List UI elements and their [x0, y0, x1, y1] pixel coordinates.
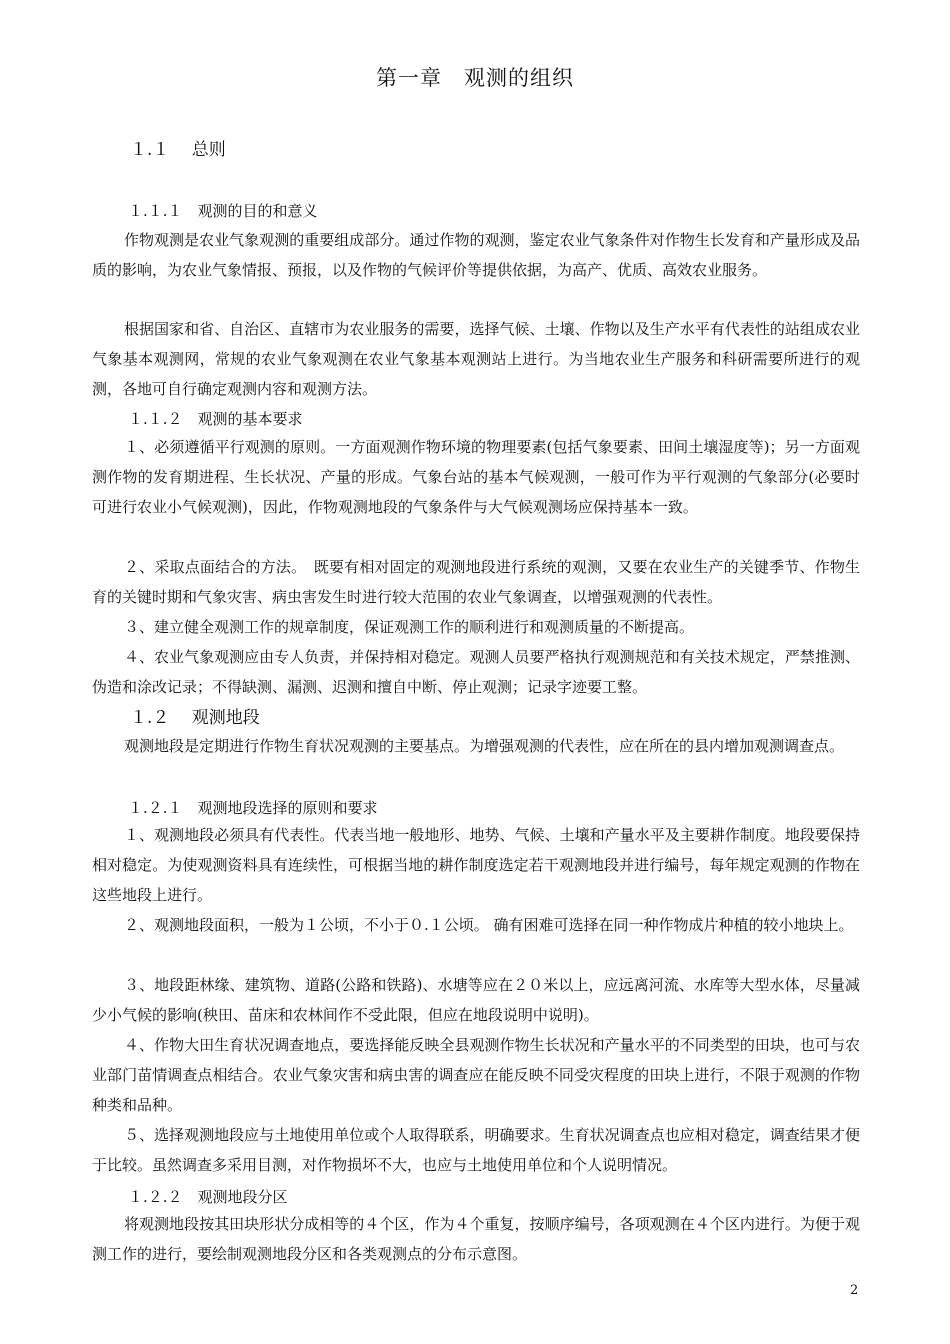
section-heading-1-1: １.１ 总则: [130, 140, 226, 160]
paragraph: ３、建立健全观测工作的规章制度，保证观测工作的顺利进行和观测质量的不断提高。: [124, 618, 695, 636]
paragraph: 将观测地段按其田块形状分成相等的４个区，作为４个重复，按顺序编号，各项观测在４个区内进行。为便于观测工作的进行，要绘制观测地段分区和各类观测点的分布示意图。: [92, 1215, 860, 1263]
paragraph: ４、农业气象观测应由专人负责，并保持相对稳定。观测人员要严格执行观测规范和有关技术规定，严禁推测、伪造和涂改记录；不得缺测、漏测、迟测和擅自中断、停止观测；记录字迹要工整。: [92, 648, 860, 696]
paragraph: ４、作物大田生育状况调查地点，要选择能反映全县观测作物生长状况和产量水平的不同类型的田块，也可与农业部门苗情调查点相结合。农业气象灾害和病虫害的调查应在能反映不同受灾程度的田块上进行，不限于观测的作物种类和品种。: [92, 1036, 860, 1114]
paragraph: ２、采取点面结合的方法。 既要有相对固定的观测地段进行系统的观测，又要在农业生产的关键季节、作物生育的关键时期和气象灾害、病虫害发生时进行较大范围的农业气象调查，以增强观测的代表性。: [92, 558, 860, 606]
paragraph: 作物观测是农业气象观测的重要组成部分。通过作物的观测，鉴定农业气象条件对作物生长发育和产量形成及品质的影响，为农业气象情报、预报，以及作物的气候评价等提供依据，为高产、优质、高效农业服务。: [92, 231, 860, 279]
paragraph: １、观测地段必须具有代表性。代表当地一般地形、地势、气候、土壤和产量水平及主要耕作制度。地段要保持相对稳定。为使观测资料具有连续性，可根据当地的耕作制度选定若干观测地段并进行编号，每年规定观测的作物在这些地段上进行。: [92, 826, 860, 904]
subsection-heading-1-2-2: １.２.２ 观测地段分区: [128, 1188, 288, 1206]
paragraph: ２、观测地段面积，一般为１公顷，不小于０.１公顷。 确有困难可选择在同一种作物成片种植的较小地块上。: [124, 916, 854, 934]
paragraph: 根据国家和省、自治区、直辖市为农业服务的需要，选择气候、土壤、作物以及生产水平有代表性的站组成农业气象基本观测网，常规的农业气象观测在农业气象基本观测站上进行。为当地农业生产服务和科研需要所进行的观测，各地可自行确定观测内容和观测方法。: [92, 320, 860, 398]
paragraph: ５、选择观测地段应与土地使用单位或个人取得联系，明确要求。生育状况调查点也应相对稳定，调查结果才便于比较。虽然调查多采用目测，对作物损坏不大，也应与土地使用单位和个人说明情况。: [92, 1126, 860, 1174]
subsection-heading-1-2-1: １.２.１ 观测地段选择的原则和要求: [128, 799, 378, 817]
subsection-heading-1-1-2: １.１.２ 观测的基本要求: [128, 410, 303, 428]
section-heading-1-2: １.２ 观测地段: [130, 708, 260, 728]
chapter-title: 第一章 观测的组织: [376, 66, 574, 90]
page-number: 2: [850, 1283, 859, 1298]
paragraph: 观测地段是定期进行作物生育状况观测的主要基点。为增强观测的代表性，应在所在的县内增加观测调查点。: [124, 737, 845, 755]
paragraph: １、必须遵循平行观测的原则。一方面观测作物环境的物理要素(包括气象要素、田间土壤湿度等)；另一方面观测作物的发育期进程、生长状况、产量的形成。气象台站的基本气候观测，一般可作为平行观测的气象部分(必要时可进行农业小气候观测)，因此，作物观测地段的气象条件与大气候观测场应保持基本一致。: [92, 438, 860, 516]
paragraph: ３、地段距林缘、建筑物、道路(公路和铁路)、水塘等应在２０米以上，应远离河流、水库等大型水体，尽量减少小气候的影响(秧田、苗床和农林间作不受此限，但应在地段说明中说明)。: [92, 976, 860, 1024]
subsection-heading-1-1-1: １.１.１ 观测的目的和意义: [128, 202, 318, 220]
